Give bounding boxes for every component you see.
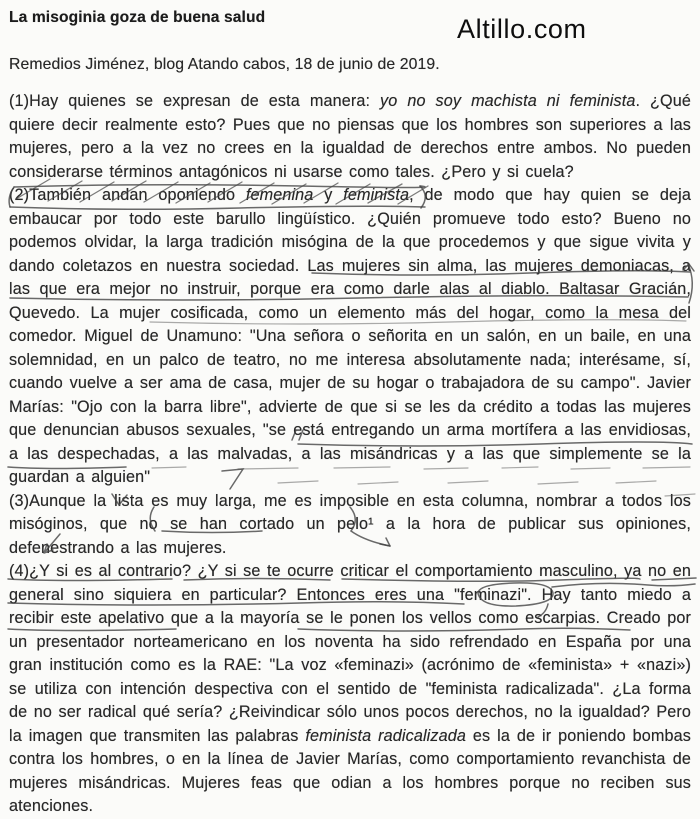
text-segment-italic: feminista radicalizada	[305, 726, 466, 745]
paragraph-3	[9, 490, 691, 561]
text-segment: (1)Hay quienes se expresan de esta manera:	[9, 92, 381, 110]
paragraph-4	[9, 560, 691, 819]
text-segment-italic: feminista	[343, 186, 410, 204]
text-segment-italic: femenina	[245, 186, 314, 204]
text-segment: (2)También andan oponiendo	[9, 186, 246, 204]
text-segment: es la de ir poniendo bombas contra los hombres, o en la línea de Javier Marías, como comportamiento revanchista de mujeres misándricas. Mujeres feas que odian a los hombres porque no reciben sus atenciones.	[9, 726, 691, 815]
paragraph-1	[9, 90, 691, 184]
text-segment: y	[313, 186, 344, 204]
article-byline: Remedios Jiménez, blog Atando cabos, 18 de junio de 2019.	[9, 56, 440, 73]
paragraph-2	[9, 184, 691, 490]
article-title: La misoginia goza de buena salud	[9, 9, 266, 26]
text-segment: . ¿Qué quiere decir realmente esto? Pues que no piensas que los hombres son superiores a las mujeres, pero a la vez no crees en la igualdad de derechos entre ambos. No pueden considerarse términos antagónicos ni usarse como tales. ¿Pero y si cuela?	[9, 92, 692, 181]
article-body	[9, 90, 691, 819]
text-segment-italic: yo no soy machista ni feminista	[380, 92, 636, 110]
text-segment: (4)¿Y si es al contrario? ¿Y si se te ocurre criticar el comportamiento masculino, ya no en general sino siquiera en particular? Entonces eres una "feminazi". Hay tanto miedo a recibir este apelativo que a la mayoría se le ponen los vellos como escarpias. Creado por un presentador norteamericano en los noventa ha sido refrendado en España por una gran institución como es la RAE: "La voz «feminazi» (acrónimo de «feminista» + «nazi») se utiliza con intención despectiva con el sentido de "feminista radicalizada". ¿La forma de no ser radical qué sería? ¿Reivindicar sólo unos pocos derechos, no la igualdad? Pero la imagen que transmiten las palabras	[9, 562, 691, 745]
text-segment: (3)Aunque la lista es muy larga, me es imposible en esta columna, nombrar a todos los misóginos, que no se han cortado un pelo¹ a la hora de publicar sus opiniones, defenestrando a las mujeres.	[9, 491, 691, 557]
text-segment: , de modo que hay quien se deja embaucar por todo este barullo lingüístico. ¿Quién promueve todo esto? Bueno no podemos olvidar, la larga tradición misógina de la que procedemos y que sigue vivita y dando coletazos en nuestra sociedad. Las mujeres sin alma, las mujeres demoniacas, a las que era mejor no instruir, porque era como darle alas al diablo. Baltasar Gracián, Quevedo. La mujer cosificada, como un elemento más del hogar, como la mesa del comedor. Miguel de Unamuno: "Una señora o señorita en un salón, en un baile, en una solemnidad, en un palco de teatro, no me interesa absolutamente nada; interésame, sí, cuando vuelve a ser ama de casa, mujer de su hogar o trabajadora de su campo". Javier Marías: "Ojo con la barra libre", advierte de que si se les da crédito a todas las mujeres que denuncian abusos sexuales, "se está entregando un arma mortífera a las envidiosas, a las despechadas, a las malvadas, a las misándricas y a las que simplemente se la guardan a alguien"	[9, 186, 691, 486]
watermark-altillo: Altillo.com	[457, 14, 587, 44]
